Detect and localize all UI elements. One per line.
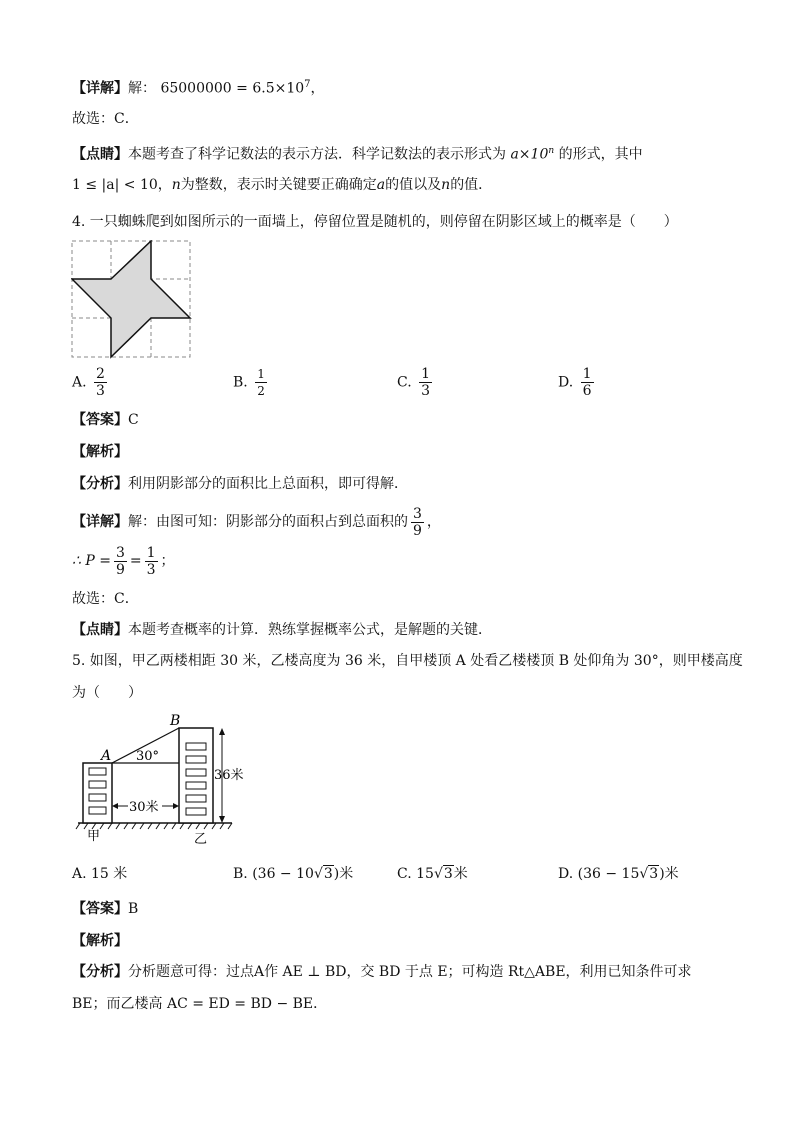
detail-end: ， bbox=[310, 80, 325, 97]
var-n-2: n bbox=[441, 177, 451, 193]
detail-expr: 65000000 = 6.5×10 bbox=[160, 80, 305, 97]
option-radicand: 3 bbox=[649, 866, 659, 882]
q5-option-b: B. (36 − 10√3)米 bbox=[233, 866, 354, 882]
q4-formula bbox=[72, 541, 175, 581]
q5-option-d: D. (36 − 15√3)米 bbox=[558, 866, 679, 882]
option-fraction bbox=[581, 366, 594, 399]
detail-tag: 【详解】 bbox=[72, 514, 128, 530]
comment-text: 本题考查了科学记数法的表示方法．科学记数法的表示形式为 bbox=[128, 146, 506, 163]
q5-analyze-line1 bbox=[72, 963, 692, 981]
q5-stem-line1: 5. 如图，甲乙两楼相距 30 米，乙楼高度为 36 米，自甲楼顶 A 处看乙楼楼顶 B 处仰角为 30°，则甲楼高度 bbox=[72, 653, 743, 669]
q5-option-c: C. 15√3米 bbox=[397, 866, 468, 882]
var-a: a bbox=[376, 177, 386, 193]
option-label: D. bbox=[558, 374, 574, 391]
formula-frac-1 bbox=[114, 545, 127, 578]
numerator: 1 bbox=[146, 544, 156, 561]
denominator: 6 bbox=[582, 383, 592, 399]
label-b: B bbox=[170, 713, 181, 729]
detail-text: 解：由图可知：阴影部分的面积占到总面积的 bbox=[128, 514, 408, 530]
q4-answer bbox=[72, 411, 139, 429]
detail-prefix: 解： bbox=[128, 80, 156, 97]
answer-tag: 【答案】 bbox=[72, 901, 128, 917]
option-radicand: 3 bbox=[323, 866, 333, 882]
option-fraction bbox=[419, 366, 432, 399]
detail-fraction bbox=[411, 506, 424, 539]
answer-tag: 【答案】 bbox=[72, 412, 128, 428]
label-a: A bbox=[101, 748, 112, 764]
comment-text: 本题考查概率的计算．熟练掌握概率公式，是解题的关键． bbox=[128, 622, 492, 638]
option-fraction bbox=[94, 366, 107, 399]
numerator: 2 bbox=[96, 366, 105, 382]
q4-comment bbox=[72, 621, 492, 639]
q5-buildings-figure bbox=[66, 708, 246, 846]
formula-eq: = bbox=[129, 553, 142, 569]
option-post: )米 bbox=[659, 866, 679, 882]
option-label: B. bbox=[233, 866, 248, 882]
option-pre: 15 bbox=[416, 866, 434, 882]
comment-tag: 【点睛】 bbox=[72, 622, 128, 638]
option-label: C. bbox=[397, 374, 412, 391]
option-pre: (36 − 10 bbox=[252, 866, 314, 882]
q4-analysis-tag: 【解析】 bbox=[72, 444, 128, 460]
option-fraction bbox=[255, 366, 267, 399]
q4-stem: 4. 一只蜘蛛爬到如图所示的一面墙上，停留位置是随机的，则停留在阴影区域上的概率是（ ） bbox=[72, 214, 678, 230]
denominator: 3 bbox=[421, 383, 431, 399]
denominator: 3 bbox=[146, 561, 156, 578]
jia-label: 甲 bbox=[87, 829, 101, 844]
q4-option-c bbox=[397, 366, 435, 399]
arrow-head-up bbox=[219, 728, 225, 735]
q4-option-b bbox=[233, 366, 270, 399]
q3-choose: 故选：C． bbox=[72, 111, 139, 127]
distance-label: 30米 bbox=[129, 800, 159, 815]
denominator: 2 bbox=[257, 384, 265, 398]
comment-end: 的形式，其中 bbox=[558, 146, 643, 163]
q4-star-figure bbox=[71, 240, 193, 360]
option-label: C. bbox=[397, 866, 412, 882]
option-pre: (36 − 15 bbox=[577, 866, 640, 882]
detail-tag: 【详解】 bbox=[72, 80, 128, 97]
option-post: )米 bbox=[333, 866, 354, 882]
option-post: 米 bbox=[453, 866, 468, 882]
q3-comment-line2 bbox=[72, 176, 492, 194]
formula-prefix: ∴ P = bbox=[72, 553, 111, 569]
q4-option-d bbox=[558, 366, 597, 399]
comment-text-4: 的值． bbox=[450, 177, 493, 193]
formula-end: ； bbox=[160, 553, 175, 569]
numerator: 1 bbox=[257, 367, 265, 381]
q3-comment-line1 bbox=[72, 142, 643, 164]
comment-form: a×10 bbox=[510, 146, 549, 163]
q5-option-a bbox=[72, 863, 127, 883]
option-label: A. bbox=[72, 866, 87, 882]
abs-condition: 1 ≤ |a| < 10， bbox=[72, 177, 172, 193]
answer-value: B bbox=[128, 901, 139, 917]
option-label: D. bbox=[558, 866, 574, 882]
comment-form-exp: n bbox=[548, 146, 555, 156]
var-n: n bbox=[171, 177, 181, 193]
height-label: 36米 bbox=[214, 768, 244, 783]
comment-tag: 【点睛】 bbox=[72, 146, 128, 163]
q5-analyze-line2: BE；而乙楼高 AC = ED = BD − BE． bbox=[72, 996, 328, 1012]
q4-detail bbox=[72, 502, 441, 542]
option-radicand: 3 bbox=[443, 866, 453, 882]
numerator: 1 bbox=[582, 366, 592, 382]
option-label: B. bbox=[233, 374, 248, 391]
option-text: 15 米 bbox=[91, 866, 128, 882]
numerator: 3 bbox=[115, 544, 125, 561]
answer-value: C bbox=[128, 412, 139, 428]
denominator: 9 bbox=[413, 522, 422, 539]
detail-exp: 7 bbox=[304, 79, 311, 90]
comment-text-2: 为整数，表示时关键要正确确定 bbox=[180, 177, 377, 193]
yi-label: 乙 bbox=[194, 832, 208, 846]
comment-text-3: 的值以及 bbox=[385, 177, 442, 193]
angle-label: 30° bbox=[136, 749, 160, 764]
numerator: 1 bbox=[421, 366, 431, 382]
shaded-star bbox=[72, 241, 190, 357]
q3-detail-line bbox=[72, 76, 325, 98]
q4-analyze bbox=[72, 475, 408, 493]
analyze-tag: 【分析】 bbox=[72, 964, 128, 980]
denominator: 9 bbox=[115, 561, 125, 578]
option-label: A. bbox=[72, 374, 87, 391]
denominator: 3 bbox=[96, 383, 105, 399]
q5-stem-line2: 为（ ） bbox=[72, 685, 142, 701]
q4-choose: 故选：C． bbox=[72, 591, 139, 607]
arrow-head-down bbox=[219, 816, 225, 823]
q4-option-a bbox=[72, 366, 110, 399]
q5-analysis-tag: 【解析】 bbox=[72, 933, 128, 949]
arrow-head-left bbox=[112, 803, 118, 809]
arrow-head-right bbox=[173, 803, 179, 809]
analyze-tag: 【分析】 bbox=[72, 476, 128, 492]
q5-answer bbox=[72, 900, 138, 918]
analyze-text: 利用阴影部分的面积比上总面积，即可得解． bbox=[128, 476, 408, 492]
numerator: 3 bbox=[413, 505, 422, 522]
detail-end: ， bbox=[426, 514, 441, 530]
analyze-text: 分析题意可得：过点A作 AE ⊥ BD，交 BD 于点 E；可构造 Rt△ABE，利用已知条件可求 bbox=[128, 964, 692, 980]
formula-frac-2 bbox=[145, 545, 158, 578]
